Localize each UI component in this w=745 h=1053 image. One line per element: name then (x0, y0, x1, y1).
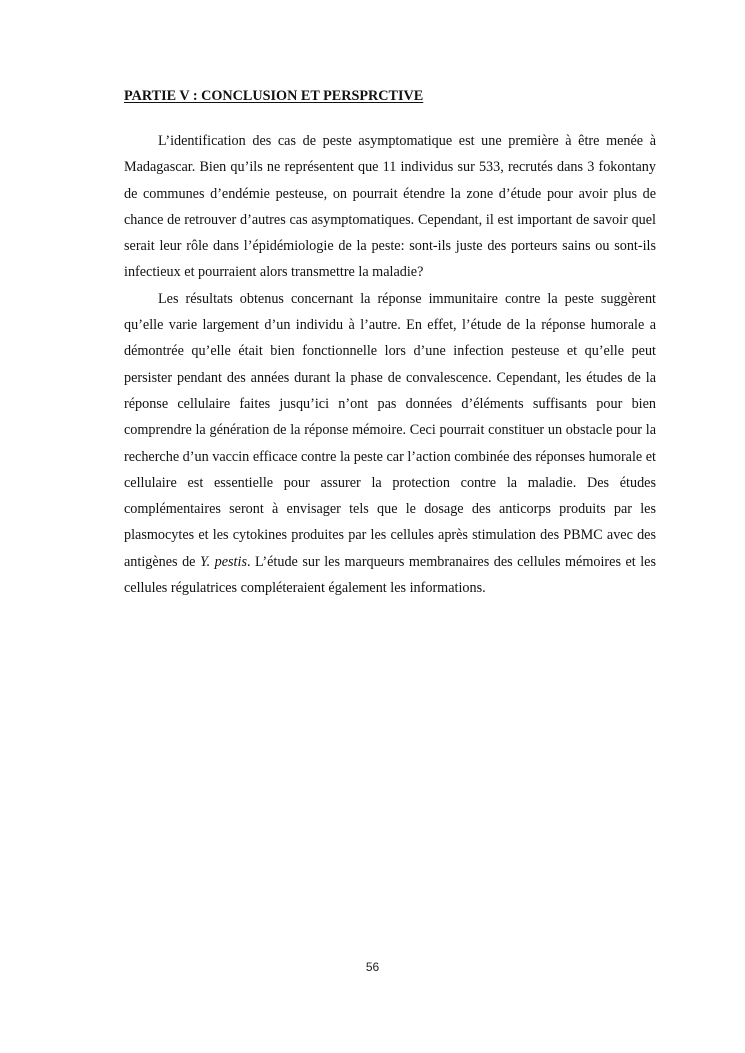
paragraph-asymptomatic-cases: L’identification des cas de peste asymptomatique est une première à être menée à Madagascar. Bien qu’ils ne représentent que 11 individus sur 533, recrutés dans 3 fokontany de communes d’endémie pesteuse, on pourrait étendre la zone d’étude pour avoir plus de chance de retrouver d’autres cas asymptomatiques. Cependant, il est important de savoir quel serait leur rôle dans l’épidémiologie de la peste: sont-ils juste des porteurs sains ou sont-ils infectieux et pourraient alors transmettre la maladie? (124, 133, 656, 281)
page-number: 56 (365, 960, 380, 974)
species-name: Y. pestis (200, 553, 247, 570)
paragraph-immune-response (124, 286, 656, 602)
section-heading: PARTIE V : CONCLUSION ET PERSPRCTIVE (124, 88, 424, 104)
paragraph-text-start: Les résultats obtenus concernant la réponse immunitaire contre la peste suggèrent qu’elle varie largement d’un individu à l’autre. En effet, l’étude de la réponse humorale a démontrée qu’elle était bien fonctionnelle lors d’une infection pesteuse et qu’elle peut persister pendant des années durant la phase de convalescence. Cependant, les études de la réponse cellulaire faites jusqu’ici n’ont pas données d’éléments suffisants pour bien comprendre la génération de la réponse mémoire. Ceci pourrait constituer un obstacle pour la recherche d’un vaccin efficace contre la peste car l’action combinée des réponses humorale et cellulaire est essentielle pour assurer la protection contre la maladie. Des études complémentaires seront à envisager tels que le dosage des anticorps produits par les plasmocytes et les cytokines produites par les cellules après stimulation des PBMC avec des antigènes de (124, 290, 656, 570)
paragraph-text-end: . L’étude sur les marqueurs membranaires des cellules mémoires et les cellules régulatrices compléteraient également les informations. (124, 553, 656, 597)
body-text (124, 128, 656, 601)
